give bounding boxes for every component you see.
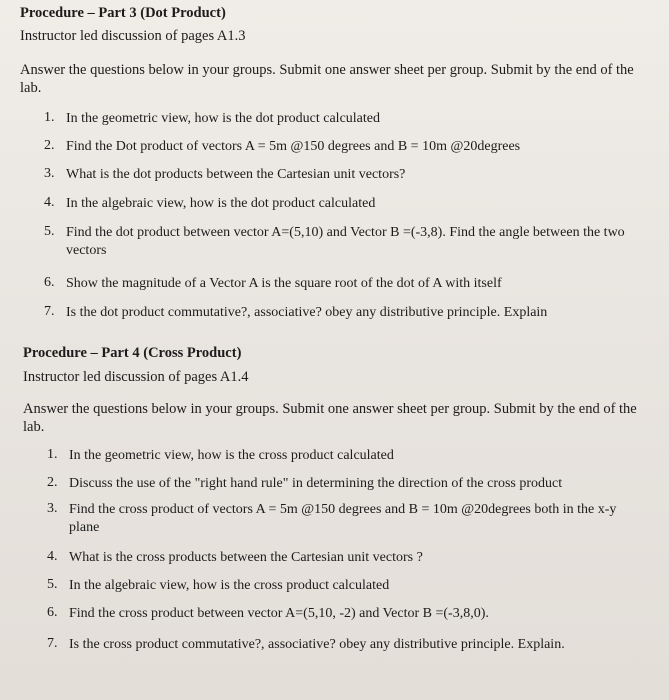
part4-subtitle: Instructor led discussion of pages A1.4 xyxy=(23,369,249,385)
question-number: 5. xyxy=(47,577,58,592)
question-text: Is the cross product commutative?, associative? obey any distributive principle. Explain. xyxy=(69,637,565,652)
question-text: Find the dot product between vector A=(5,10) and Vector B =(-3,8). Find the angle between the two vectors xyxy=(66,225,625,258)
question-text: In the geometric view, how is the dot product calculated xyxy=(66,111,380,126)
part3-subtitle: Instructor led discussion of pages A1.3 xyxy=(20,28,246,44)
question-text: What is the dot products between the Cartesian unit vectors? xyxy=(66,167,406,182)
question-number: 4. xyxy=(47,549,58,564)
question-text: Find the cross product between vector A=(5,10, -2) and Vector B =(-3,8,0). xyxy=(69,606,489,621)
question-number: 2. xyxy=(44,138,55,153)
question-number: 1. xyxy=(47,447,58,462)
question-text: In the geometric view, how is the cross product calculated xyxy=(69,448,394,463)
question-number: 1. xyxy=(44,110,55,125)
question-number: 7. xyxy=(44,304,55,319)
question-text: Find the Dot product of vectors A = 5m @150 degrees and B = 10m @20degrees xyxy=(66,139,521,154)
question-text: Show the magnitude of a Vector A is the square root of the dot of A with itself xyxy=(66,276,502,291)
question-text: What is the cross products between the Cartesian unit vectors ? xyxy=(69,550,423,565)
question-text: Discuss the use of the "right hand rule" in determining the direction of the cross product xyxy=(69,476,563,491)
question-number: 3. xyxy=(44,166,55,181)
part4-instructions: Answer the questions below in your groups. Submit one answer sheet per group. Submit by the end of the lab. xyxy=(23,401,637,435)
part3-instructions: Answer the questions below in your groups. Submit one answer sheet per group. Submit by the end of the lab. xyxy=(20,62,634,96)
question-number: 6. xyxy=(44,275,55,290)
part3-title: Procedure – Part 3 (Dot Product) xyxy=(20,5,226,21)
question-text: Find the cross product of vectors A = 5m @150 degrees and B = 10m @20degrees both in the x-y plane xyxy=(69,502,617,535)
question-number: 7. xyxy=(47,636,58,651)
question-text: In the algebraic view, how is the cross product calculated xyxy=(69,578,390,593)
question-number: 4. xyxy=(44,195,55,210)
question-number: 5. xyxy=(44,224,55,239)
question-number: 6. xyxy=(47,605,58,620)
part4-title: Procedure – Part 4 (Cross Product) xyxy=(23,345,242,361)
question-number: 3. xyxy=(47,501,58,516)
question-text: Is the dot product commutative?, associative? obey any distributive principle. Explain xyxy=(66,305,548,320)
question-text: In the algebraic view, how is the dot product calculated xyxy=(66,196,376,211)
question-number: 2. xyxy=(47,475,58,490)
